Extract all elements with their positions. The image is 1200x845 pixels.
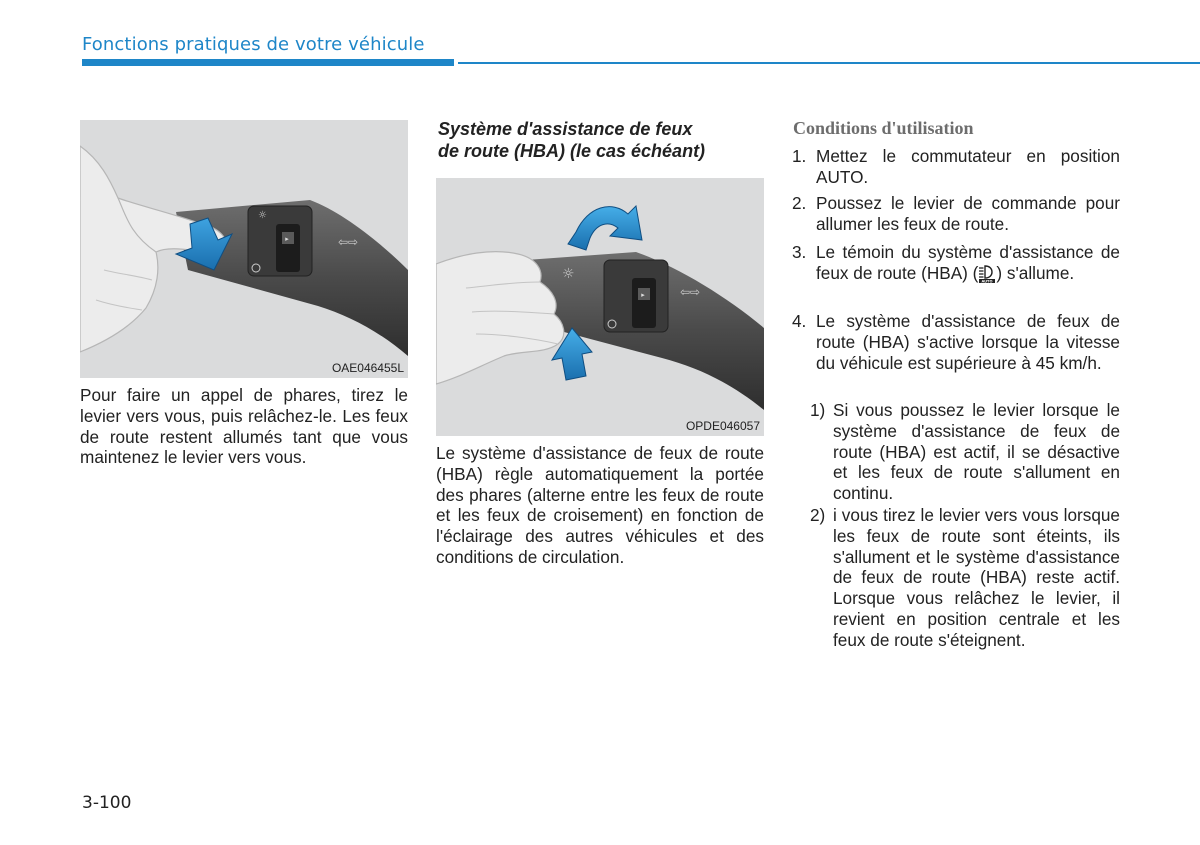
svg-text:⇦⇨: ⇦⇨ — [680, 285, 701, 299]
svg-text:☼: ☼ — [562, 266, 575, 282]
header-rule-thin — [458, 62, 1200, 64]
hba-paragraph: Le système d'assistance de feux de route (HBA) règle automatiquement la portée des phares (alterne entre les feux de route et les feux de croisement) en fonction de l'éclairage des autres véhicules et des conditions de circulation. — [436, 443, 764, 567]
header-rule-thick — [82, 59, 454, 66]
svg-text:▸: ▸ — [285, 235, 289, 243]
hba-indicator-icon — [978, 264, 996, 283]
list-item — [792, 193, 1120, 235]
svg-text:⇦⇨: ⇦⇨ — [338, 235, 359, 249]
figure-code: OAE046455L — [331, 361, 404, 375]
list-text: Poussez le levier de commande pour allumer les feux de route. — [816, 193, 1120, 234]
list-number: 3. — [792, 242, 807, 262]
hba-heading-line2: de route (HBA) (le cas échéant) — [438, 141, 706, 161]
conditions-title: Conditions d'utilisation — [793, 118, 974, 138]
sub-list-text: i vous tirez le levier vers vous lorsque les feux de route sont éteints, ils s'allument et le système d'assistance de feux de route (HBA) reste actif. Lorsque vous relâchez le levier, il revient en position centrale et les feux de route s'éteignent. — [833, 505, 1120, 650]
list-item — [792, 242, 1120, 306]
curved-arrow-icon — [568, 206, 642, 250]
sub-list-item — [810, 505, 1120, 671]
lever-pull-illustration — [80, 120, 408, 378]
list-text-before-icon: Le témoin du système d'assistance de feux de route (HBA) ( — [816, 242, 1120, 283]
hba-heading-line1: Système d'assistance de feux — [438, 119, 693, 139]
list-number: 4. — [792, 311, 807, 331]
sub-list-item — [810, 400, 1120, 504]
figure-code: OPDE046057 — [685, 419, 760, 433]
lever-push-illustration — [436, 178, 764, 436]
figure-hba-lever — [436, 178, 764, 436]
list-text-after-icon: ) s'allume. — [996, 262, 1075, 283]
list-text: Le système d'assistance de feux de route (HBA) s'active lorsque la vitesse du véhicule est supérieure à 45 km/h. — [816, 311, 1120, 373]
list-item — [792, 146, 1120, 188]
sub-list-number: 1) — [810, 400, 826, 420]
section-title: Fonctions pratiques de votre véhicule — [82, 34, 425, 55]
sub-list-number: 2) — [810, 505, 826, 525]
svg-text:▸: ▸ — [641, 291, 645, 299]
hba-heading — [438, 118, 758, 162]
page-number: 3-100 — [82, 793, 132, 813]
list-text — [816, 242, 1120, 284]
list-number: 1. — [792, 146, 807, 166]
flash-to-pass-paragraph: Pour faire un appel de phares, tirez le levier vers vous, puis relâchez-le. Les feux de route restent allumés tant que vous maintenez le levier vers vous. — [80, 385, 408, 468]
sub-list-text: Si vous poussez le levier lorsque le système d'assistance de feux de route (HBA) est actif, il se désactive et les feux de route s'allument en continu. — [833, 400, 1120, 504]
list-item — [792, 311, 1120, 397]
svg-text:AUTO: AUTO — [981, 279, 993, 283]
svg-text:☼: ☼ — [258, 210, 267, 221]
list-text: Mettez le commutateur en position AUTO. — [816, 146, 1120, 187]
figure-flash-to-pass — [80, 120, 408, 378]
list-number: 2. — [792, 193, 807, 213]
